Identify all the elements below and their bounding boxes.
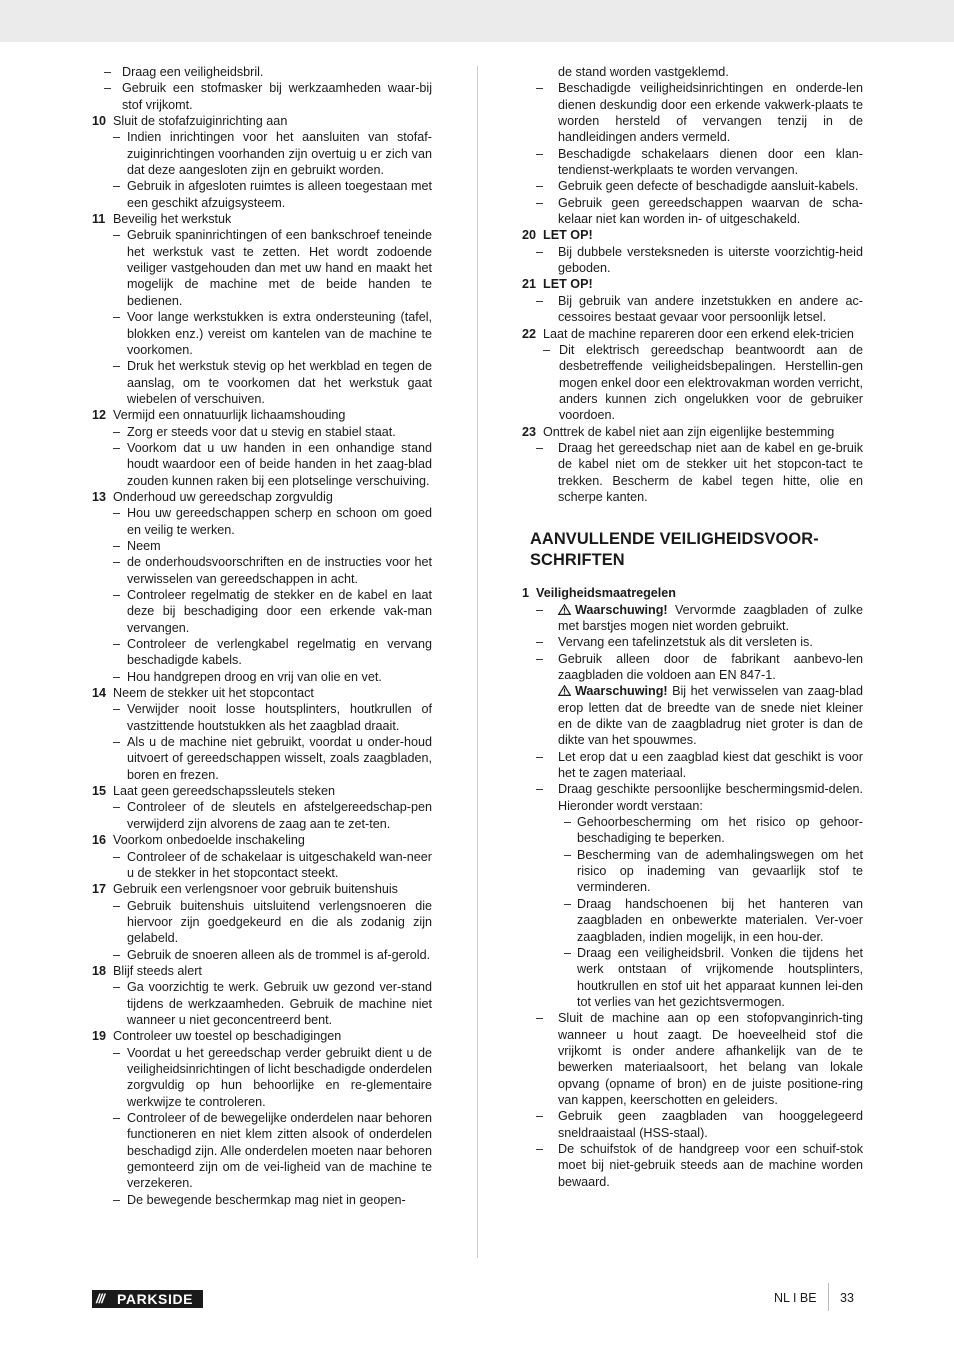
column-divider <box>477 66 478 1258</box>
dash-mark: – <box>536 782 544 797</box>
bullet-item <box>92 227 432 309</box>
dash-mark: – <box>113 898 121 913</box>
dash-mark: – <box>564 815 572 830</box>
bullet-text: De schuifstok of de handgreep voor een schuif-stok moet bij niet-gebruik steeds aan de machine worden bewaard. <box>558 1141 863 1189</box>
warning-label: Waarschuwing! <box>575 684 668 699</box>
parkside-logo <box>92 1290 203 1308</box>
dash-mark: – <box>113 637 121 652</box>
bullet-text: Bij gebruik van andere inzetstukken en andere ac-cessoires bestaat gevaar voor persoonlijk letsel. <box>558 293 863 325</box>
bullet-item <box>92 424 432 440</box>
dash-mark: – <box>536 293 544 308</box>
item-title: Onderhoud uw gereedschap zorgvuldig <box>113 489 333 504</box>
bullet-text: Zorg er steeds voor dat u stevig en stabiel staat. <box>127 424 396 439</box>
dash-mark: – <box>113 179 121 194</box>
item-title: Neem de stekker uit het stopcontact <box>113 686 314 701</box>
item-number: 21 <box>522 277 537 292</box>
dash-mark: – <box>536 1109 544 1124</box>
bullet-text: Neem <box>127 538 161 553</box>
item-title: Blijf steeds alert <box>113 963 202 978</box>
item-number: 10 <box>92 114 107 129</box>
bullet-item <box>92 587 432 636</box>
bullet-text: Controleer regelmatig de stekker en de kabel en laat deze bij beschadiging door een erkende vak-man vervangen. <box>127 588 432 635</box>
item-number: 15 <box>92 784 107 799</box>
bullet-item <box>522 847 863 896</box>
numbered-item <box>92 113 432 129</box>
bullet-item <box>92 505 432 538</box>
bullet-text: Als u de machine niet gebruikt, voordat u onder-houd uitvoert of gereedschappen wisselt, zoals zaagbladen, boren en frezen. <box>127 735 432 782</box>
bullet-item <box>522 440 863 505</box>
dash-mark: – <box>113 800 121 815</box>
dash-mark: – <box>113 440 121 455</box>
dash-mark: – <box>564 847 572 862</box>
bullet-text: Druk het werkstuk stevig op het werkblad en tegen de aanslag, om te voorkomen dat het werkstuk gaat wiebelen of verschuiven. <box>127 359 432 406</box>
item-title: LET OP! <box>543 228 593 243</box>
bullet-item <box>522 781 863 814</box>
dash-mark: – <box>564 896 572 911</box>
bullet-text: Gebruik geen defecte of beschadigde aansluit-kabels. <box>558 179 859 194</box>
dash-mark: – <box>113 310 121 325</box>
bullet-item <box>92 358 432 407</box>
bullet-item <box>522 342 863 424</box>
item-number: 16 <box>92 833 107 848</box>
bullet-text: Voorkom dat u uw handen in een onhandige stand houdt waardoor een of beide handen in het zaag-blad zouden kunnen raken bij een plotselinge verschuiving. <box>127 440 432 488</box>
bullet-text: Hou handgrepen droog en vrij van olie en vet. <box>127 669 382 684</box>
item-number: 19 <box>92 1029 107 1044</box>
dash-mark: – <box>113 702 121 717</box>
bullet-item <box>522 80 863 145</box>
numbered-item <box>522 227 863 243</box>
right-column <box>522 64 863 1190</box>
bullet-text: Gebruik buitenshuis uitsluitend verlengsnoeren die hiervoor zijn goedgekeurd en die als zodanig zijn gelabeld. <box>127 898 432 946</box>
dash-mark: – <box>113 506 121 521</box>
bullet-text: Draag een veiligheidsbril. Vonken die tijdens het werk ontstaan of vrijkomende houtsplinters, houtkrullen en stof uit het apparaat kunnen lei-den tot verlies van het gezichtsvermogen. <box>577 945 863 1009</box>
dash-mark: – <box>536 195 544 210</box>
bullet-text: de onderhoudsvoorschriften en de instructies voor het verwisselen van gereedschappen in acht. <box>127 555 432 586</box>
bullet-item <box>522 749 863 782</box>
bullet-item <box>522 293 863 326</box>
numbered-item <box>522 585 863 601</box>
bullet-item <box>522 814 863 847</box>
item-title: Gebruik een verlengsnoer voor gebruik buitenshuis <box>113 882 398 897</box>
dash-mark: – <box>113 588 121 602</box>
bullet-item <box>92 701 432 734</box>
bullet-text: Dit elektrisch gereedschap beantwoordt aan de desbetreffende veiligheidsbepalingen. Herstellin-gen mogen enkel door een elektrovakman worden verricht, anders kunnen zich ongelukken voor de gebruiker voordoen. <box>559 342 863 423</box>
dash-mark: – <box>113 130 121 145</box>
bullet-text: Gebruik geen gereedschappen waarvan de scha-kelaar niet kan worden in- of uitgeschakeld. <box>558 195 863 227</box>
bullet-item <box>522 1141 863 1190</box>
item-number: 11 <box>92 212 106 227</box>
item-title: Laat de machine repareren door een erkend elek-tricien <box>543 326 854 341</box>
dash-mark: – <box>536 1011 544 1026</box>
bullet-text: Ga voorzichtig te werk. Gebruik uw gezond ver-stand tijdens de werkzaamheden. Gebruik de machine niet wanneer u niet geconcentreerd bent. <box>127 980 432 1027</box>
bullet-text: Draag handschoenen bij het hanteren van zaagbladen en onbewerkte materialen. Ver-voer zaagbladen, indien mogelijk, in een hou-der. <box>577 896 863 944</box>
dash-mark: – <box>536 81 544 96</box>
bullet-text: Beschadigde schakelaars dienen door een klan-tendienst-werkplaats te worden vervangen. <box>558 146 863 178</box>
left-column <box>92 64 432 1208</box>
item-title: Vermijd een onnatuurlijk lichaamshouding <box>113 408 346 423</box>
dash-mark: – <box>536 1141 544 1156</box>
warning-text <box>558 602 863 635</box>
numbered-item <box>92 963 432 979</box>
bullet-text: Let erop dat u een zaagblad kiest dat geschikt is voor het te zagen materiaal. <box>558 749 863 781</box>
dash-mark: – <box>536 651 544 666</box>
top-bar <box>0 0 954 42</box>
bullet-text: Beschadigde veiligheidsinrichtingen en onderde-len dienen deskundig door een erkende vakwerk-plaats te worden hersteld of vervangen tenzij in de handleidingen anders vermeld. <box>558 81 863 145</box>
bullet-item <box>522 244 863 277</box>
bullet-item <box>522 195 863 228</box>
numbered-item <box>92 881 432 897</box>
bullet-item <box>522 146 863 179</box>
bullet-item <box>92 669 432 685</box>
bullet-item <box>92 178 432 211</box>
bullet-item <box>92 799 432 832</box>
warning-bullet <box>522 602 863 635</box>
bullet-item <box>92 849 432 882</box>
dash-mark: – <box>113 669 121 684</box>
bullet-item <box>522 178 863 194</box>
dash-mark: – <box>113 555 121 570</box>
warning-triangle-icon <box>558 604 571 615</box>
bullet-item <box>522 651 863 684</box>
item-number: 14 <box>92 686 107 701</box>
bullet-item <box>522 896 863 945</box>
bullet-item <box>92 898 432 947</box>
bullet-text: Gebruik spaninrichtingen of een bankschroef teneinde het werkstuk vast te zetten. Het wordt zodoende veiliger vastgehouden dan met uw hand en maakt het mogelijk de machine met de beide handen te bedienen. <box>127 228 432 308</box>
warning-body: Bij het verwisselen van zaag-blad erop letten dat de breedte van de snede niet kleiner en de dikte van de zaagbladrug niet groter is dan de dikte van het spouwmes. <box>558 684 863 748</box>
bullet-text: Controleer de verlengkabel regelmatig en vervang beschadigde kabels. <box>127 637 432 668</box>
dash-mark: – <box>564 945 572 960</box>
bullet-text: De bewegende beschermkap mag niet in geopen- <box>127 1192 406 1207</box>
dash-mark: – <box>113 849 121 864</box>
warning-triangle-icon <box>558 685 571 696</box>
item-number: 17 <box>92 882 107 897</box>
bullet-text: Controleer of de bewegelijke onderdelen naar behoren functioneren en niet klem zitten alsook of onderdelen beschadigd zijn. Alle onderdelen moeten naar behoren gemonteerd zijn om de vei-ligheid van de machine te verzekeren. <box>127 1111 432 1191</box>
bullet-text: Bij dubbele versteksneden is uiterste voorzichtig-heid geboden. <box>558 244 863 276</box>
bullet-item <box>92 1110 432 1192</box>
warning-body: Vervormde zaagbladen of zulke met barstjes mogen niet worden gebruikt. <box>558 602 863 633</box>
item-title: Voorkom onbedoelde inschakeling <box>113 833 305 848</box>
item-title: Onttrek de kabel niet aan zijn eigenlijke bestemming <box>543 424 835 439</box>
bullet-text: Controleer of de sleutels en afstelgereedschap-pen verwijderd zijn alvorens de zaag aan te zet-ten. <box>127 800 432 831</box>
item-number: 1 <box>522 586 530 601</box>
bullet-text: Verwijder nooit losse houtsplinters, houtkrullen of vastzittende houtstukken als het zaagblad draait. <box>127 702 432 733</box>
dash-mark: – <box>543 342 551 357</box>
bullet-text: Gebruik de snoeren alleen als de trommel is af-gerold. <box>127 947 431 962</box>
dash-mark: – <box>536 244 544 259</box>
bullet-text: Bescherming van de ademhalingswegen om het risico op inademing van gevaarlijk stof te verminderen. <box>577 847 863 895</box>
bullet-text: Vervang een tafelinzetstuk als dit versleten is. <box>558 635 813 650</box>
bullet-item <box>92 1045 432 1110</box>
bullet-text: Gebruik in afgesloten ruimtes is alleen toegestaan met een geschikt afzuigsysteem. <box>127 179 432 210</box>
bullet-item <box>92 440 432 489</box>
bullet-text: Controleer of de schakelaar is uitgeschakeld wan-neer u de stekker in het stopcontact steekt. <box>127 849 432 880</box>
dash-mark: – <box>536 635 544 650</box>
dash-mark: – <box>113 359 121 374</box>
dash-mark: – <box>113 538 121 553</box>
item-title: LET OP! <box>543 277 593 292</box>
bullet-text: Draag het gereedschap niet aan de kabel en ge-bruik de kabel niet om de stekker uit het stopcon-tact te trekken. Bescherm de kabel tegen hitte, olie en scherpe kanten. <box>558 440 863 504</box>
dash-mark: – <box>113 1192 121 1207</box>
dash-mark: – <box>113 980 121 995</box>
item-title: Veiligheidsmaatregelen <box>536 586 676 601</box>
bullet-text: Gebruik geen zaagbladen van hooggelegeerd sneldraaistaal (HSS-staal). <box>558 1109 863 1140</box>
dash-mark: – <box>536 749 544 764</box>
numbered-item <box>92 211 432 227</box>
bullet-text: Draag geschikte persoonlijke beschermingsmid-delen. Hieronder wordt verstaan: <box>558 782 863 813</box>
bullet-text: Hou uw gereedschappen scherp en schoon om goed en veilig te werken. <box>127 506 432 537</box>
dash-mark: – <box>104 81 112 96</box>
item-number: 18 <box>92 963 107 978</box>
item-title: Sluit de stofafzuiginrichting aan <box>113 114 288 129</box>
dash-mark: – <box>113 735 121 750</box>
bullet-item <box>92 64 432 80</box>
footer-separator <box>828 1283 829 1311</box>
bullet-text: Gebruik alleen door de fabrikant aanbevo-len zaagbladen die voldoen aan EN 847-1. <box>558 651 863 682</box>
item-title: Beveilig het werkstuk <box>113 212 232 227</box>
dash-mark: – <box>536 440 544 455</box>
bullet-item <box>522 1010 863 1108</box>
dash-mark: – <box>113 1111 121 1125</box>
logo-text: PARKSIDE <box>117 1291 194 1307</box>
dash-mark: – <box>113 424 121 439</box>
dash-mark: – <box>536 602 544 617</box>
numbered-item <box>522 326 863 342</box>
bullet-item <box>92 538 432 554</box>
bullet-text: Voor lange werkstukken is extra ondersteuning (tafel, blokken enz.) vereist om kantelen van de machine te voorkomen. <box>127 310 432 357</box>
bullet-item <box>92 80 432 113</box>
numbered-item <box>92 685 432 701</box>
bullet-text: Gehoorbescherming om het risico op gehoor-beschadiging te beperken. <box>577 815 863 846</box>
bullet-item <box>92 129 432 178</box>
item-number: 13 <box>92 489 107 504</box>
continuation-text: de stand worden vastgeklemd. <box>558 65 729 79</box>
bullet-text: Voordat u het gereedschap verder gebruikt dient u de veiligheidsinrichtingen of licht beschadigde onderdelen zorgvuldig op hun behoorlijke en re-glementaire werkwijze te controleren. <box>127 1045 432 1109</box>
bullet-item <box>92 309 432 358</box>
page-number: 33 <box>840 1291 854 1305</box>
numbered-item <box>522 276 863 292</box>
bullet-item <box>92 1192 432 1208</box>
section-heading: AANVULLENDE VEILIGHEIDSVOOR-SCHRIFTEN <box>530 530 819 570</box>
bullet-item <box>92 636 432 669</box>
bullet-item <box>522 634 863 650</box>
language-code: NL I BE <box>774 1291 817 1305</box>
warning-paragraph <box>522 683 863 748</box>
bullet-item <box>92 734 432 783</box>
bullet-text: Draag een veiligheidsbril. <box>122 65 264 79</box>
numbered-item <box>92 407 432 423</box>
bullet-item <box>92 554 432 587</box>
item-number: 23 <box>522 424 537 439</box>
dash-mark: – <box>104 65 112 79</box>
numbered-item <box>92 832 432 848</box>
numbered-item <box>92 1028 432 1044</box>
item-number: 22 <box>522 326 537 341</box>
item-title: Controleer uw toestel op beschadigingen <box>113 1029 342 1044</box>
bullet-text: Sluit de machine aan op een stofopvanginrich-ting wanneer u hout zaagt. De hoeveelheid stof die vrijkomt is onder andere afhankelijk van de te bewerken materiaalsoort, het belang van lokale opvang (opname of bron) en de juiste positione-ring van kappen, keerschotten en geleiders. <box>558 1011 863 1107</box>
dash-mark: – <box>113 228 121 243</box>
bullet-text: Indien inrichtingen voor het aansluiten van stofaf-zuiginrichtingen voorhanden zijn overtuig u er zich van dat deze aangesloten zijn en gebruikt worden. <box>127 130 432 178</box>
numbered-item <box>522 424 863 440</box>
bullet-item <box>92 979 432 1028</box>
logo-slashes: /// <box>96 1291 104 1306</box>
bullet-item <box>92 947 432 963</box>
dash-mark: – <box>536 146 544 161</box>
bullet-text: Gebruik een stofmasker bij werkzaamheden waar-bij stof vrijkomt. <box>122 81 432 112</box>
dash-mark: – <box>113 947 121 962</box>
item-number: 12 <box>92 408 107 423</box>
warning-label: Waarschuwing! <box>575 602 668 617</box>
bullet-item <box>522 1108 863 1141</box>
numbered-item <box>92 783 432 799</box>
item-title: Laat geen gereedschapssleutels steken <box>113 784 335 799</box>
item-number: 20 <box>522 228 537 243</box>
dash-mark: – <box>113 1045 121 1060</box>
dash-mark: – <box>536 179 544 194</box>
numbered-item <box>92 489 432 505</box>
bullet-item <box>522 945 863 1010</box>
